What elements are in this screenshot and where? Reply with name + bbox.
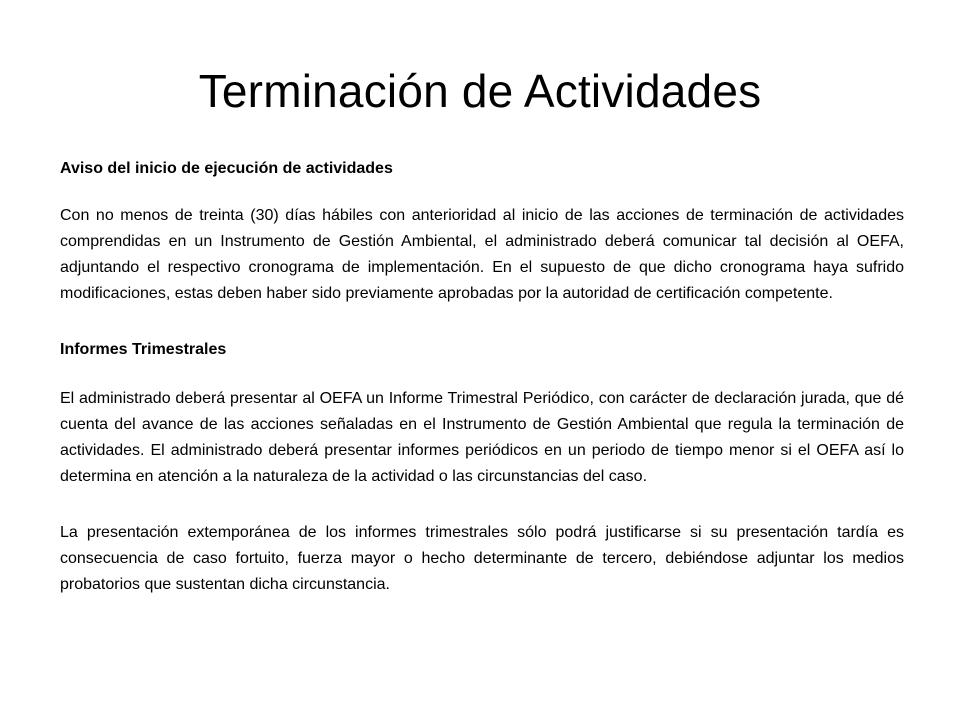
section-paragraph-informes-1: El administrado deberá presentar al OEFA un Informe Trimestral Periódico, con carácter de declaración jurada, que dé cuenta del avance de las acciones señaladas en el Instrumento de Gestión Ambiental que regula la terminación de actividades. El administrado deberá presentar informes periódicos en un periodo de tiempo menor si el OEFA así lo determina en atención a la naturaleza de la actividad o las circunstancias del caso. (60, 390, 904, 485)
section-paragraph-informes-2: La presentación extemporánea de los informes trimestrales sólo podrá justificarse si su presentación tardía es consecuencia de caso fortuito, fuerza mayor o hecho determinante de tercero, debiéndose adjuntar los medios probatorios que sustentan dicha circunstancia. (60, 524, 904, 593)
slide-body (60, 156, 904, 620)
section-heading-informes: Informes Trimestrales (60, 341, 227, 358)
slide-title: Terminación de Actividades (198, 65, 762, 117)
section-paragraph-aviso: Con no menos de treinta (30) días hábiles con anterioridad al inicio de las acciones de terminación de actividades comprendidas en un Instrumento de Gestión Ambiental, el administrado deberá comunicar tal decisión al OEFA, adjuntando el respectivo cronograma de implementación. En el supuesto de que dicho cronograma haya sufrido modificaciones, estas deben haber sido previamente aprobadas por la autoridad de certificación competente. (60, 207, 904, 302)
section-heading-aviso: Aviso del inicio de ejecución de actividades (60, 160, 393, 177)
